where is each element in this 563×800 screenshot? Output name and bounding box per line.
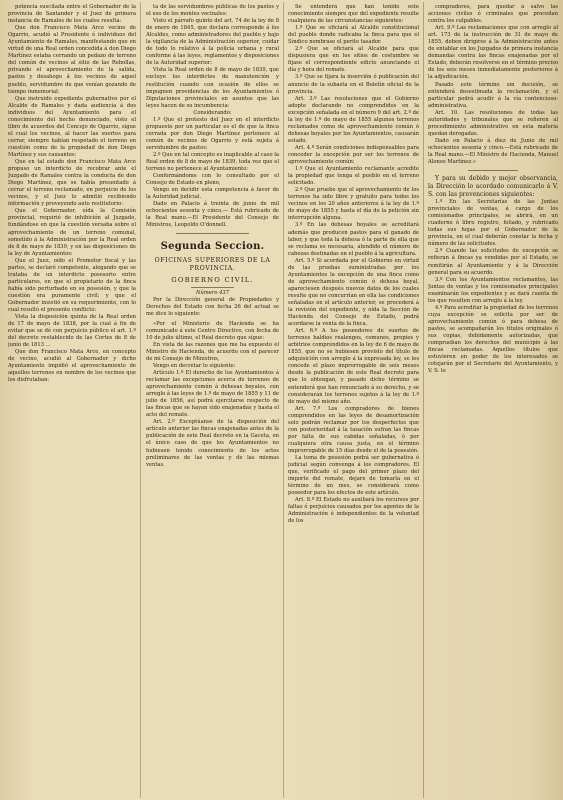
paragraph: Artículo 1.º El derecho de los Ayuntamientos á reclamar las excepciones acerca de terrenos de aprovechamiento común á dehesas boyales, con arreglo á las leyes de 1.º de mayo de 1855 y 11 de julio de 1856, así podrá ejercitarse respecto de las fincas que se hayan sido enajenadas y hasta el acto del remate. (146, 370, 279, 419)
paragraph: «Por el Ministerio de Hacienda se ha comunicado á este Centro Directivo, con fecha de 10 de julio último, el Real decreto que sigue: (146, 320, 279, 341)
paragraph: 1.º Que el protesto del Juez en el interdicto propuesto por un particular es el de que la finca cerrada por don Diego Martínez pertenece al común de vecinos de Ogarrio y está sujeta á servidumbre de pastos: (146, 116, 279, 151)
paragraph: 1.º En las Secretarías de las Juntas provinciales de ventas, á cargo de los comisionados principales, se abrirá, en un cuaderno ó libro registro, foliado, y rubricado todas sus hojas por el Gobernador de la provincia, en el cual deberán constar la fecha y número de las solicitudes. (428, 199, 558, 248)
paragraph: Que en tal estado don Francisco Mata Arce propuso un interdicto de recobrar ante el Juzgado de Ramales contra la conducta de don Diego Martínez, que se había presentado á cerrar el terreno reclamado, en perjuicio de los vecinos, y el Juez lo admitió recibiendo información y proveyendo auto restitutorio: (8, 159, 136, 208)
paragraph: Art. 4.º Serán condiciones indispensables para conceder la excepción por ser los terrenos de aprovechamiento común: (288, 144, 419, 166)
separator-line (176, 233, 249, 234)
paragraph: Vista la Real orden de 8 de mayo de 1839, que excluye los interdictos de manutención y restitución cuando con ocasión de ellos se impugnen providencias de los Ayuntamientos ó Diputaciones provinciales en asuntos que las leyes hacen de su incumbencia: (146, 67, 279, 109)
paragraph: 4.º Para acreditar la propiedad de los terrenos cuya excepción se solicita por ser de aprovechamiento común ó para dehesa de pastos, se acompañarán los títulos originales ó sus copias, debidamente autorizadas, que comprueban los derechos del municipio á las fincas reclamadas. Aquellos títulos que estuvieren en poder de los interesados se cotejarán por el Secretario del Ayuntamiento, y V. S. lo (428, 304, 558, 375)
column-3 (288, 4, 419, 796)
paragraph: Vista la disposición quinta de la Real orden de 17 de mayo de 1838, por la cual á fin de evitar que se dé con perjuicio público el art. 1.º del decreto restablecido de las Cortes de 8 de junio de 1813 ... (8, 314, 136, 349)
paragraph: Que el Gobernador, oída la Comisión provincial, requirió de inhibición al Juzgado, fundándose en que la cuestión versaba sobre el aprovechamiento de un terreno comunal, sometido á la Administración por la Real orden de 8 de mayo de 1839, y en las disposiciones de la ley de Ayuntamientos: (8, 208, 136, 257)
paragraph: Conformándome con lo consultado por el Consejo de Estado en pleno, (146, 173, 279, 187)
paragraph: Art. 5.º Si acordada por el Gobierno en virtud de las pruebas suministradas por los Ayuntamientos la excepción de una finca como de aprovechamiento común ó dehesa boyal, apareciesen después nuevos datos de los cuales resulte que no concurrían en ella las condiciones señaladas en el artículo anterior, se procederá á la revisión del expediente, y oída la Sección de Hacienda del Consejo de Estado, podrá acordarse la venta de la finca. (288, 257, 419, 328)
paragraph: En vista de las razones que me ha expuesto el Ministro de Hacienda, de acuerdo con el parecer de mi Consejo de Ministros, (146, 341, 279, 362)
column-divider (283, 2, 284, 798)
paragraph: Visto el párrafo quinto del art. 74 de la ley de 8 de enero de 1845, que declara corresponde á los Alcaldes, como administradores del pueblo y bajo la vigilancia de la Administración superior, cuidar de todo lo relativo á la policía urbana y rural conforme á las leyes, reglamentos y disposiciones de la Autoridad superior: (146, 18, 279, 67)
paragraph: Art. 8.º El Estado no auxiliará los recursos por faltas ó perjuicios causados por los agentes de la Administración é independientes de la voluntad de los (288, 497, 419, 525)
paragraph: Pasado este término sin decisión, se entenderá desestimada la reclamación, y el particular podrá acudir á la vía contencioso-administrativa. (428, 81, 558, 109)
paragraph: Art. 9.º Las reclamaciones que con arreglo al art. 173 de la instrucción de 31 de mayo de 1855, deben dirigirse á la Administración antes de entablar en los Juzgados de primera instancia demandas contra las fincas enajenadas por el Estado, deberán resolverse en el término preciso de los seis meses inmediatamente posteriores á la adjudicación. (428, 25, 558, 81)
paragraph: 2.º Que se oficiará al Alcalde para que dispusiera que en los sitios de costumbre se fijase el correspondiente edicto anunciando el día y hora del remate. (288, 46, 419, 74)
paragraph: Art. 2.º Exceptúanse de la disposición del artículo anterior las fincas enajenadas antes de la publicación de este Real decreto en la Gaceta, en el único caso de que los Ayuntamientos no hubiesen tenido conocimiento de los actos preliminares de las ventas y de las mismas ventas. (146, 419, 279, 468)
paragraph: 3.º Que se fijara la inserción ó publicación del anuncio de la subasta en el Boletín oficial de la provincia. (288, 74, 419, 95)
column-4 (428, 4, 558, 796)
paragraph: Dado en Palacio á treinta de junio de mil ochocientos sesenta y cinco.— Está rubricado de la Real mano.—El Presidente del Consejo de Ministros, Leopoldo O'donnell. (146, 201, 279, 229)
column-divider (423, 2, 424, 798)
column-2 (146, 4, 279, 796)
paragraph: ta de las servidumbres públicas de los pastos y el uso de los montes vecinales: (146, 4, 279, 18)
paragraph: 3.º Con los Ayuntamientos reclamantes, las Juntas de ventas y los comisionados principales examinarán los expedientes y se dará cuenta de los que resulten con arreglo á la ley. (428, 276, 558, 304)
paragraph: potencia suscitada entre el Gobernador de la provincia de Santander y el Juez de primera instancia de Ramales de los cuales resulta: (8, 4, 136, 25)
offices-title: OFICINAS SUPERIORES DE LA PROVINCIA. (154, 256, 271, 272)
circular-intro: Por la Dirección general de Propiedades y Derechos del Estado con fecha 26 del actual se me dice lo siguiente: (146, 296, 279, 317)
paragraph: Que instruido expediente gubernativo por el Alcalde de Ramales y dada audiencia á dos individuos del Ayuntamiento para el conocimiento del hecho denunciado, visto el libro de acuerdos del Concejo de Ogarrio, sigue el cual los vecinos, al hacer las suertes para cerrar, siempre habían respetado el terreno en cuestión como de la propiedad de don Diego Martínez y sus causantes: (8, 95, 136, 158)
paragraph: Vengo en decretar lo siguiente: (153, 362, 236, 369)
section-title: Segunda Seccion. (160, 240, 265, 252)
paragraph: compradores, para quedar á salvo las acciones civiles ó criminales que procedan contra los culpables. (428, 4, 558, 25)
paragraph: Dado en Palacio á diez de Junio de mil ochocientos sesenta y cinco.—Está rubricado de la Real mano.—El Ministro de Hacienda, Manuel Alonso Martínez.» (428, 137, 558, 166)
paragraph: 2.º Cuando las solicitudes de excepción se refieran á fincas ya vendidas por el Estado, se remitirán al Ayuntamiento y á la Dirección general para su acuerdo. (428, 248, 558, 276)
paragraph: 1.º Que el Ayuntamiento reclamante acredite la propiedad que tenga el pueblo en el terreno solicitado. (288, 166, 419, 187)
government-title: GOBIERNO CIVIL. (171, 275, 254, 284)
paragraph: Y para su debido y mejor observancia, la Dirección lo acordado comunicarlo á V. S. con las prevenciones siguientes: (428, 175, 558, 199)
considering-heading: Considerando: (193, 109, 232, 116)
paragraph: 3.º En las dehesas boyales se acreditará además que producen pastos para el ganado de labor, y que toda la dehesa ó la parte de ella que se reclama es necesaria, atendido el número de cabezas destinadas en el pueblo á la agricultura. (288, 222, 419, 257)
separator-line (191, 287, 234, 288)
paragraph: 2.º Que pruebe que el aprovechamiento de los terrenos ha sido libre y gratuito para todos los vecinos en los 20 años anteriores á la ley de 1.º de mayo de 1855 y hasta el día de la petición sin interrupción alguna. (288, 187, 419, 222)
paragraph: Que don Francisco Mata Arce, en concepto de vecino, acudió al Gobernador y dicho Ayuntamiento impidió el aprovechamiento de aquellos terrenos en nombre de los vecinos que los disfrutaban: (8, 349, 136, 384)
column-1 (8, 4, 136, 796)
paragraph: Art. 7.º Los compradores de bienes comprendidos en las leyes de desamortización solo podrán reclamar por los desperfectos que con posterioridad á la tasación sufran las fincas por falta de sus cabidas señaladas, ó por cualquiera otra causa justa, en el término improrrogable de 15 días desde el de la posesión. (288, 405, 419, 454)
paragraph: Art. 3.º Las resoluciones que el Gobierno adopte declarando no comprendidos en la excepción señalada en el número 9 del art. 2.º de la ley de 1.º de mayo de 1855 algunos terrenos reclamados como de aprovechamiento común ó dehesas boyales por los Ayuntamientos, causarán estado. (288, 95, 419, 144)
paragraph: 2.º Que en tal concepto es inaplicable al caso la Real orden de 8 de mayo de 1839, toda vez que el terreno no pertenece al Ayuntamiento: (146, 151, 279, 173)
paragraph: Art. 10. Las resoluciones de todas las autoridades y tribunales que se refieren al procedimiento administrativo en esta materia quedan derogadas. (428, 109, 558, 137)
notice-number: Número 437 (195, 289, 230, 296)
paragraph: 1.º Que se oficiará al Alcalde constitucional del pueblo donde radicaba la finca para que el Síndico nombrase el perito tasador. (288, 25, 419, 46)
separator-line (468, 170, 518, 171)
paragraph: Se entenderá que han tenido este conocimiento siempre que del expediente resulte cualquiera de las circunstancias siguientes: (288, 4, 419, 25)
paragraph: Vengo en decidir esta competencia á favor de la Autoridad judicial. (146, 187, 279, 201)
paragraph: Art. 6.º A los poseedores de suertes de terrenos baldíos realengos, comunes, propios y arbitrios comprendidos en la ley de 6 de mayo de 1855, que no se hubiesen provisto del título de adquisición con arreglo á la expresada ley, se les concede el plazo improrrogable de seis meses desde la publicación de este Real decreto para que lo obtengan, y pasado dicho término se entenderá que han renunciado á su derecho, y se considerarán los terrenos sujetos á la ley de 1.º de mayo del mismo año. (288, 328, 419, 405)
paragraph: Que el Juez, oído el Promotor fiscal y las partes, se declaró competente, alegando que se trataba de un interdicto posesorio entre particulares, en que el propietario de la finca había sido perturbado en su posesión, y que la cuestión era puramente civil; y que el Gobernador insistió en su requerimiento, con lo cual resultó el presente conflicto: (8, 257, 136, 314)
column-divider (140, 2, 141, 798)
paragraph: Que don Francisco Mata Arce vecino de Ogarrio, acudió al Presidente é individuos del Ayuntamiento de Ramales, manifestando que en virtud de una Real orden concedida á don Diego Martínez estaba cerrando un pedazo de terreno del común de vecinos al sitio de las Rebollas, privando el aprovechamiento de la salida, pastos y desahogo á los vecinos de aquel pueblo, servidumbre de que venían gozando de tiempo inmemorial: (8, 25, 136, 95)
paragraph: La toma de posesión podrá ser gubernativa ó judicial según convenga á los compradores. El que, verificado el pago del primer plazo del importe del remate, dejare de tomarla en el término de un mes, se considerará como poseedor para los efectos de este artículo. (288, 455, 419, 497)
